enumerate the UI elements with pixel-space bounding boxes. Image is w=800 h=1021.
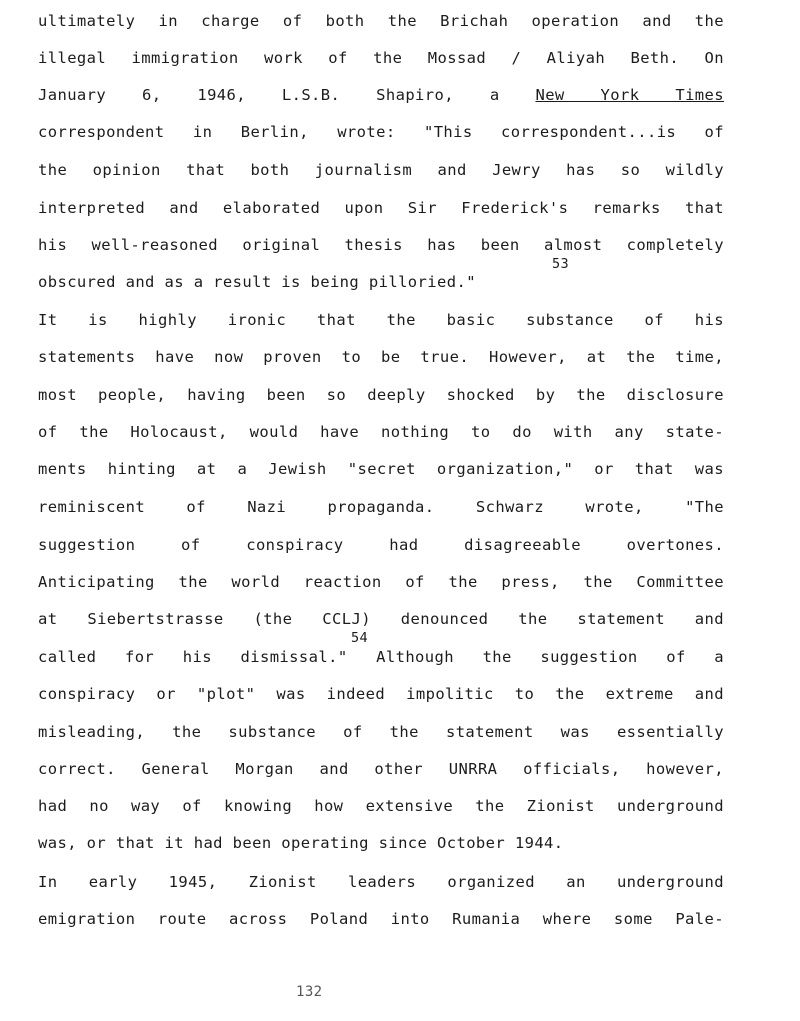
text-line: misleading, the substance of the statement was essentially: [38, 723, 724, 741]
text-line: called for his dismissal." Although the suggestion of a: [38, 648, 724, 666]
footnote-ref-53: 53: [552, 256, 570, 272]
text-line: of the Holocaust, would have nothing to do with any state-: [38, 423, 724, 441]
text-line: reminiscent of Nazi propaganda. Schwarz wrote, "The: [38, 498, 724, 516]
text-line: his well-reasoned original thesis has been almost completely: [38, 236, 724, 254]
text-line: correct. General Morgan and other UNRRA officials, however,: [38, 760, 724, 778]
text-line: interpreted and elaborated upon Sir Frederick's remarks that: [38, 199, 724, 217]
text-line: correspondent in Berlin, wrote: "This correspondent...is of: [38, 123, 724, 141]
text-line: was, or that it had been operating since October 1944.: [38, 834, 564, 852]
text-line: emigration route across Poland into Rumania where some Pale-: [38, 910, 724, 928]
text-line: suggestion of conspiracy had disagreeable overtones.: [38, 536, 724, 554]
text-line: illegal immigration work of the Mossad / Aliyah Beth. On: [38, 49, 724, 67]
text-line: ultimately in charge of both the Brichah operation and the: [38, 12, 724, 30]
text-line: ments hinting at a Jewish "secret organization," or that was: [38, 460, 724, 478]
text-line: at Siebertstrasse (the CCLJ) denounced the statement and: [38, 610, 724, 628]
text-line: It is highly ironic that the basic substance of his: [38, 311, 724, 329]
page-number: 132: [296, 984, 323, 1000]
text-line: obscured and as a result is being pilloried.": [38, 273, 476, 291]
text-line: statements have now proven to be true. However, at the time,: [38, 348, 724, 366]
text-line: had no way of knowing how extensive the Zionist underground: [38, 797, 724, 815]
text-line: conspiracy or "plot" was indeed impolitic to the extreme and: [38, 685, 724, 703]
text-line: most people, having been so deeply shocked by the disclosure: [38, 386, 724, 404]
text-line: Anticipating the world reaction of the press, the Committee: [38, 573, 724, 591]
text-line: In early 1945, Zionist leaders organized an underground: [38, 873, 724, 891]
text-line: January 6, 1946, L.S.B. Shapiro, a New York Times: [38, 86, 724, 104]
footnote-ref-54: 54: [351, 630, 369, 646]
underlined-title: New York Times: [535, 86, 724, 104]
text-line: the opinion that both journalism and Jewry has so wildly: [38, 161, 724, 179]
